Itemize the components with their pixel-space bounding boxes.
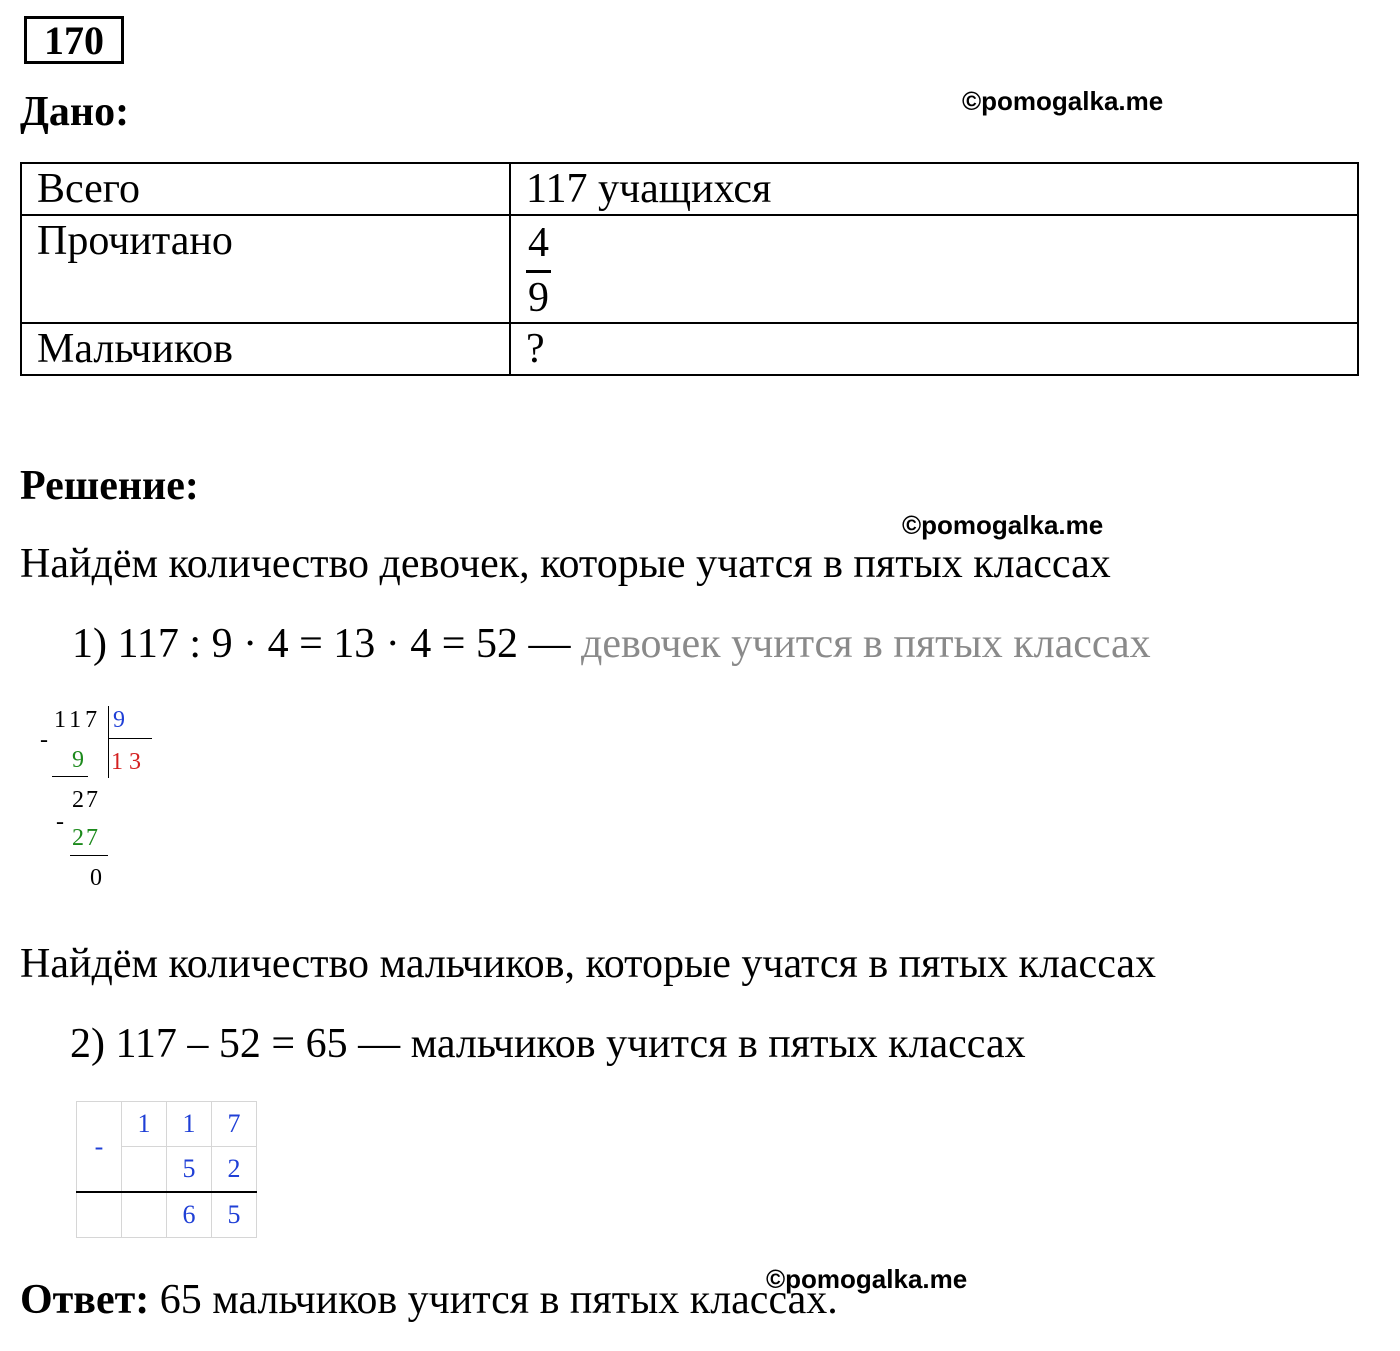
ld-remainder-1: 27: [72, 787, 100, 813]
solution-heading: Решение:: [20, 463, 199, 509]
ld-subtrahend-1: 9: [72, 747, 84, 773]
sub-operator: -: [77, 1102, 122, 1193]
given-label-read: Прочитано: [21, 215, 510, 323]
sub-cell: 6: [167, 1192, 212, 1238]
sub-cell: 7: [212, 1102, 257, 1147]
sub-cell: [122, 1147, 167, 1193]
ld-remainder-2: 0: [90, 865, 102, 891]
given-label-boys: Мальчиков: [21, 323, 510, 375]
watermark-middle: ©pomogalka.me: [902, 510, 1104, 540]
sub-cell: 1: [167, 1102, 212, 1147]
given-table: [20, 162, 1359, 376]
sub-cell: 5: [212, 1192, 257, 1238]
sub-cell: 1: [122, 1102, 167, 1147]
sub-cell: [77, 1192, 122, 1238]
ld-divider-horizontal: [108, 738, 152, 739]
given-label-total: Всего: [21, 163, 510, 215]
given-value-read: [510, 215, 1358, 323]
table-row: [77, 1192, 257, 1238]
watermark-bottom: ©pomogalka.me: [766, 1264, 968, 1294]
ld-line-2: [70, 855, 108, 856]
ld-subtrahend-2: 27: [72, 825, 100, 851]
ld-divider-vertical: [108, 706, 109, 778]
step1-formula: 1) 117 : 9 · 4 = 13 · 4 = 52 —: [72, 621, 571, 667]
table-row: [21, 323, 1358, 375]
problem-number: 170: [24, 16, 124, 64]
table-row: [77, 1102, 257, 1147]
ld-divisor: 9: [113, 707, 125, 733]
sub-cell: 5: [167, 1147, 212, 1193]
table-row: [21, 215, 1358, 323]
answer-label: Ответ:: [20, 1277, 150, 1323]
fraction-denominator: 9: [528, 275, 549, 321]
ld-minus-1: -: [40, 727, 48, 753]
step1-line: [72, 620, 1151, 668]
watermark-top: ©pomogalka.me: [962, 86, 1164, 116]
given-heading: Дано:: [20, 89, 130, 135]
table-row: [21, 163, 1358, 215]
step1-note: девочек учится в пятых классах: [580, 621, 1151, 667]
ld-line-1: [52, 776, 88, 777]
ld-minus-2: -: [56, 809, 64, 835]
step1-intro: Найдём количество девочек, которые учатся в пятых классах: [20, 541, 1111, 587]
fraction: [526, 222, 551, 319]
given-value-total: 117 учащихся: [510, 163, 1358, 215]
answer-line: [20, 1276, 838, 1324]
sub-cell: 2: [212, 1147, 257, 1193]
answer-text: 65 мальчиков учится в пятых классах.: [159, 1277, 838, 1323]
step2-intro: Найдём количество мальчиков, которые учатся в пятых классах: [20, 941, 1156, 987]
step2-formula: 2) 117 – 52 = 65 — мальчиков учится в пятых классах: [70, 1021, 1026, 1067]
given-value-boys: ?: [510, 323, 1358, 375]
sub-cell: [122, 1192, 167, 1238]
ld-quotient: 13: [111, 749, 147, 775]
fraction-numerator: 4: [526, 222, 551, 273]
ld-dividend: 117: [54, 707, 102, 733]
subtraction-grid: [76, 1101, 257, 1238]
